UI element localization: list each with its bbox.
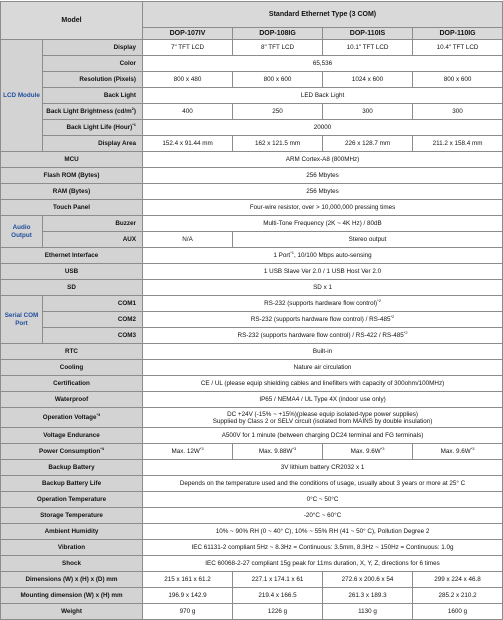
spec-row-com2 xyxy=(1,312,503,328)
spec-row-waterproof xyxy=(1,392,503,408)
spec-value: 0°C ~ 50°C xyxy=(143,492,503,508)
spec-row-rtc xyxy=(1,344,503,360)
model-name: DOP-110IS xyxy=(323,28,413,40)
spec-row-com1 xyxy=(1,296,503,312)
spec-value: 162 x 121.5 mm xyxy=(233,136,323,152)
spec-label: Buzzer xyxy=(43,216,143,232)
spec-row-brightness xyxy=(1,104,503,120)
spec-label: COM1 xyxy=(43,296,143,312)
superscript: 2 xyxy=(131,105,134,111)
spec-row-ram xyxy=(1,184,503,200)
spec-label: Flash ROM (Bytes) xyxy=(1,168,143,184)
footnote-mark: *2 xyxy=(403,329,408,335)
footnote-mark: *2 xyxy=(390,313,395,319)
spec-row-resolution xyxy=(1,72,503,88)
label-text: ) xyxy=(133,108,137,115)
spec-row-power xyxy=(1,444,503,460)
spec-label xyxy=(1,408,143,428)
spec-value: 250 xyxy=(233,104,323,120)
spec-value: 1600 g xyxy=(413,604,503,620)
spec-label: Cooling xyxy=(1,360,143,376)
spec-label: AUX xyxy=(43,232,143,248)
spec-value: SD x 1 xyxy=(143,280,503,296)
spec-value: 10.4" TFT LCD xyxy=(413,40,503,56)
spec-value xyxy=(143,444,233,460)
model-header: Model xyxy=(1,2,143,40)
value-text: Max. 9.6W xyxy=(440,448,471,455)
spec-label: Mounting dimension (W) x (H) mm xyxy=(1,588,143,604)
model-name: DOP-107IV xyxy=(143,28,233,40)
spec-label: Display xyxy=(43,40,143,56)
spec-label: COM2 xyxy=(43,312,143,328)
spec-value: 256 Mbytes xyxy=(143,184,503,200)
value-text: Max. 9.88W xyxy=(258,448,293,455)
footnote-mark: *3 xyxy=(96,411,101,417)
spec-label: Certification xyxy=(1,376,143,392)
spec-row-usb xyxy=(1,264,503,280)
spec-value: ARM Cortex-A8 (800MHz) xyxy=(143,152,503,168)
spec-row-humidity xyxy=(1,524,503,540)
value-text: RS-232 (supports hardware flow control) / RS-485 xyxy=(250,316,391,323)
spec-label: Ethernet Interface xyxy=(1,248,143,264)
spec-value: 800 x 480 xyxy=(143,72,233,88)
spec-value: 211.2 x 158.4 mm xyxy=(413,136,503,152)
group-lcd: LCD Module xyxy=(1,40,43,152)
value-text: Max. 12W xyxy=(171,448,200,455)
spec-value: 10% ~ 90% RH (0 ~ 40° C), 10% ~ 55% RH (41 ~ 50° C), Pollution Degree 2 xyxy=(143,524,503,540)
spec-row-battery xyxy=(1,460,503,476)
spec-value: 1226 g xyxy=(233,604,323,620)
spec-label: Shock xyxy=(1,556,143,572)
spec-value xyxy=(143,248,503,264)
spec-label xyxy=(43,120,143,136)
footnote-mark: *3 xyxy=(470,445,475,451)
spec-label: RTC xyxy=(1,344,143,360)
spec-value: 261.3 x 189.3 xyxy=(323,588,413,604)
spec-row-back-light xyxy=(1,88,503,104)
spec-label: SD xyxy=(1,280,143,296)
spec-label: Waterproof xyxy=(1,392,143,408)
spec-row-com3 xyxy=(1,328,503,344)
spec-value: Four-wire resistor, over > 10,000,000 pressing times xyxy=(143,200,503,216)
spec-value: 800 x 600 xyxy=(233,72,323,88)
spec-row-dimensions xyxy=(1,572,503,588)
spec-label: RAM (Bytes) xyxy=(1,184,143,200)
spec-value: 20000 xyxy=(143,120,503,136)
spec-value: 7" TFT LCD xyxy=(143,40,233,56)
spec-value: 300 xyxy=(413,104,503,120)
spec-row-display-area xyxy=(1,136,503,152)
spec-row-mounting xyxy=(1,588,503,604)
spec-value: 10.1" TFT LCD xyxy=(323,40,413,56)
footnote-mark: *1 xyxy=(132,121,137,127)
label-text: Operation Voltage xyxy=(42,414,97,421)
spec-label xyxy=(43,104,143,120)
spec-value: CE / UL (please equip shielding cables and linefilters with capacity of 300ohm/100MHz) xyxy=(143,376,503,392)
spec-value: 1 USB Slave Ver 2.0 / 1 USB Host Ver 2.0 xyxy=(143,264,503,280)
spec-label: Vibration xyxy=(1,540,143,556)
footnote-mark: *2 xyxy=(377,297,381,303)
footnote-mark: *3 xyxy=(292,445,297,451)
spec-label: Display Area xyxy=(43,136,143,152)
spec-value: 285.2 x 210.2 xyxy=(413,588,503,604)
label-text: Back Light Life (Hour) xyxy=(66,124,133,131)
spec-value: Multi-Tone Frequency (2K ~ 4K Hz) / 80dB xyxy=(143,216,503,232)
spec-value xyxy=(143,312,503,328)
spec-row-touch xyxy=(1,200,503,216)
spec-value: A500V for 1 minute (between charging DC24 terminal and FG terminals) xyxy=(143,428,503,444)
spec-row-life xyxy=(1,120,503,136)
spec-row-ethernet xyxy=(1,248,503,264)
value-text: 1 Port xyxy=(273,252,291,259)
spec-label xyxy=(1,444,143,460)
spec-row-battery-life xyxy=(1,476,503,492)
model-name: DOP-110IG xyxy=(413,28,503,40)
model-name: DOP-108IG xyxy=(233,28,323,40)
spec-value: 300 xyxy=(323,104,413,120)
spec-label: Storage Temperature xyxy=(1,508,143,524)
spec-row-vibration xyxy=(1,540,503,556)
spec-row-sd xyxy=(1,280,503,296)
spec-value: Built-in xyxy=(143,344,503,360)
footnote-mark: *1 xyxy=(290,249,294,255)
spec-value: 152.4 x 91.44 mm xyxy=(143,136,233,152)
spec-value: -20°C ~ 60°C xyxy=(143,508,503,524)
spec-value xyxy=(323,444,413,460)
spec-value: N/A xyxy=(143,232,233,248)
spec-value: 256 Mbytes xyxy=(143,168,503,184)
spec-row-endurance xyxy=(1,428,503,444)
spec-value: IEC 61131-2 compliant 5Hz ~ 8.3Hz = Continuous: 3.5mm, 8.3Hz ~ 150Hz = Continuous: 1.0g xyxy=(143,540,503,556)
spec-value xyxy=(143,408,503,428)
spec-row-weight xyxy=(1,604,503,620)
spec-value: 219.4 x 166.5 xyxy=(233,588,323,604)
spec-row-color xyxy=(1,56,503,72)
spec-label: Backup Battery Life xyxy=(1,476,143,492)
spec-value: 299 x 224 x 46.8 xyxy=(413,572,503,588)
spec-value: IP65 / NEMA4 / UL Type 4X (indoor use only) xyxy=(143,392,503,408)
footnote-mark: *3 xyxy=(199,445,204,451)
spec-table xyxy=(0,1,503,620)
spec-value: 226 x 128.7 mm xyxy=(323,136,413,152)
spec-label: Back Light xyxy=(43,88,143,104)
spec-value xyxy=(413,444,503,460)
spec-value xyxy=(143,328,503,344)
footnote-mark: *3 xyxy=(380,445,385,451)
spec-value: 970 g xyxy=(143,604,233,620)
spec-row-cooling xyxy=(1,360,503,376)
spec-value: 1024 x 600 xyxy=(323,72,413,88)
value-text: Max. 9.6W xyxy=(350,448,381,455)
spec-label: Ambient Humidity xyxy=(1,524,143,540)
footnote-mark: *4 xyxy=(100,445,105,451)
spec-label: Backup Battery xyxy=(1,460,143,476)
value-text: RS-232 (supports hardware flow control) xyxy=(264,300,378,307)
value-line: DC +24V (-15% ~ +15%)(please equip isolated-type power supplies) xyxy=(227,410,418,418)
spec-value: IEC 60068-2-27 compliant 15g peak for 11ms duration, X, Y, Z, directions for 6 times xyxy=(143,556,503,572)
spec-value: 227.1 x 174.1 x 61 xyxy=(233,572,323,588)
spec-value: 272.6 x 200.6 x 54 xyxy=(323,572,413,588)
spec-row-buzzer xyxy=(1,216,503,232)
spec-label: COM3 xyxy=(43,328,143,344)
spec-label: Operation Temperature xyxy=(1,492,143,508)
spec-row-shock xyxy=(1,556,503,572)
value-text: , 10/100 Mbps auto-sensing xyxy=(293,252,372,259)
spec-label: Resolution (Pixels) xyxy=(43,72,143,88)
spec-value: 3V lithium battery CR2032 x 1 xyxy=(143,460,503,476)
group-audio: Audio Output xyxy=(1,216,43,248)
header-row-1 xyxy=(1,2,503,28)
spec-value: 65,536 xyxy=(143,56,503,72)
spec-label: USB xyxy=(1,264,143,280)
spec-value: LED Back Light xyxy=(143,88,503,104)
group-serial: Serial COM Port xyxy=(1,296,43,344)
label-text: Power Consumption xyxy=(39,448,101,455)
spec-label: Color xyxy=(43,56,143,72)
spec-row-certification xyxy=(1,376,503,392)
value-line: Supplied by Class 2 or SELV circuit (isolated from MAINS by double insulation) xyxy=(212,417,433,425)
spec-row-aux xyxy=(1,232,503,248)
spec-row-flash xyxy=(1,168,503,184)
spec-row-mcu xyxy=(1,152,503,168)
spec-label: MCU xyxy=(1,152,143,168)
value-text: RS-232 (supports hardware flow control) / RS-422 / RS-485 xyxy=(237,332,404,339)
spec-label: Voltage Endurance xyxy=(1,428,143,444)
spec-value: 800 x 600 xyxy=(413,72,503,88)
group-title: Standard Ethernet Type (3 COM) xyxy=(143,2,503,28)
spec-value: 215 x 161 x 61.2 xyxy=(143,572,233,588)
spec-label: Weight xyxy=(1,604,143,620)
spec-row-voltage xyxy=(1,408,503,428)
spec-value: Nature air circulation xyxy=(143,360,503,376)
label-text: Back Light Brightness (cd/m xyxy=(46,108,132,115)
spec-row-op-temp xyxy=(1,492,503,508)
spec-value: Stereo output xyxy=(233,232,503,248)
spec-value xyxy=(233,444,323,460)
spec-label: Touch Panel xyxy=(1,200,143,216)
spec-label: Dimensions (W) x (H) x (D) mm xyxy=(1,572,143,588)
spec-value: Depends on the temperature used and the conditions of usage, usually about 3 years or more at 25° C xyxy=(143,476,503,492)
spec-value: 196.9 x 142.9 xyxy=(143,588,233,604)
spec-value xyxy=(143,296,503,312)
spec-value: 400 xyxy=(143,104,233,120)
spec-row-st-temp xyxy=(1,508,503,524)
spec-value: 8" TFT LCD xyxy=(233,40,323,56)
spec-row-display xyxy=(1,40,503,56)
spec-value: 1130 g xyxy=(323,604,413,620)
